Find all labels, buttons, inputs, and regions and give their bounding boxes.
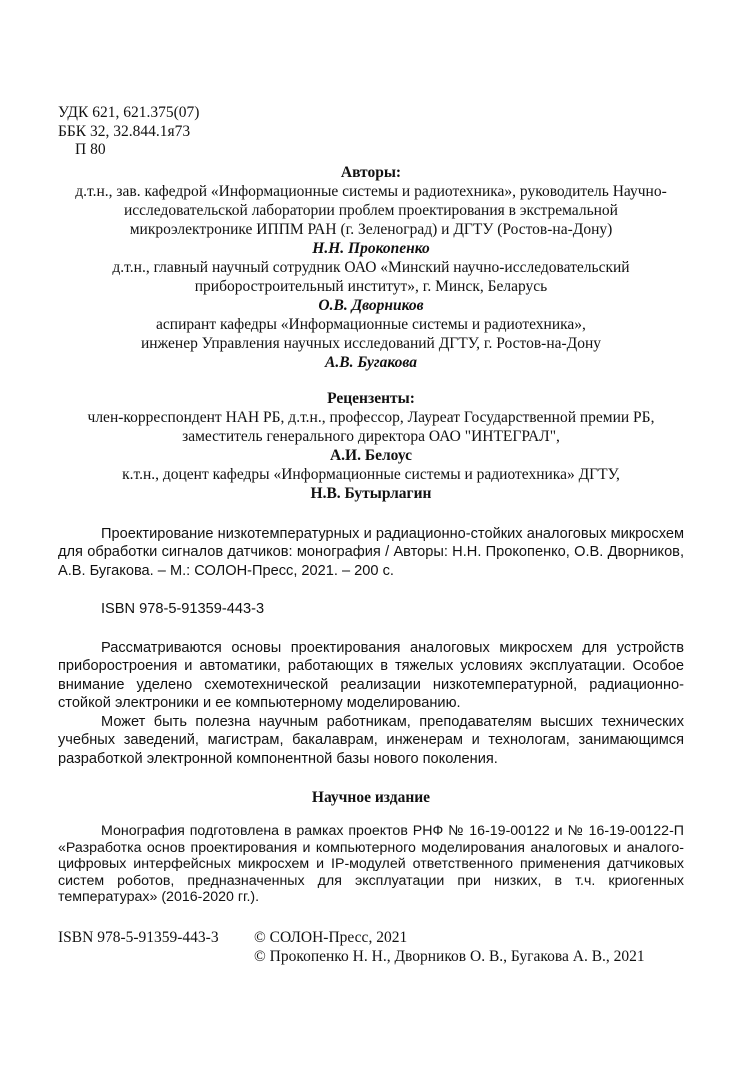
copyright-block [254,928,684,966]
author-name: А.В. Бугакова [325,353,417,371]
copyright-page [58,104,684,966]
isbn-number: ISBN 978-5-91359-443-3 [101,601,265,617]
reviewer-name: А.И. Белоус [329,446,412,464]
reviewers-heading: Рецензенты: [327,389,415,407]
reviewer-description-line: заместитель генерального директора ОАО "ИНТЕГРАЛ", [182,427,560,445]
annotation [58,639,684,769]
authors-heading: Авторы: [340,163,402,181]
author-name: Н.Н. Прокопенко [312,239,430,257]
footer-isbn: ISBN 978-5-91359-443-3 [58,928,219,946]
edition-type-heading: Научное издание [311,789,431,806]
imprint-footer [58,928,684,966]
reviewer-entry [58,465,684,503]
author-entry [58,258,684,315]
authors-copyright: © Прокопенко Н. Н., Дворников О. В., Бугакова А. В., 2021 [254,947,645,965]
author-description-line: инженер Управления научных исследований ДГТУ, г. Ростов-на-Дону [140,334,602,352]
author-description-line: микроэлектронике ИППМ РАН (г. Зеленоград) и ДГТУ (Ростов-на-Дону) [129,220,613,238]
annotation-paragraph: Рассматриваются основы проектирования аналоговых микросхем для устройств приборостроения и автоматики, работающих в тяжелых условиях эксплуатации. Особое внимание уделено схемотехнической реализации низкотемпературной, радиационно-стойкой электроники и ее компьютерному моделированию. [58,639,684,711]
author-name: О.В. Дворников [318,296,424,314]
reviewer-description-line: член-корреспондент НАН РБ, д.т.н., профессор, Лауреат Государственной премии РБ, [87,408,655,426]
reviewers-section [58,389,684,503]
bbk-code: ББК 32, 32.844.1я73 [58,122,191,140]
reviewer-name: Н.В. Бутырлагин [310,484,432,502]
bibliographic-citation: Проектирование низкотемпературных и радиационно-стойких аналоговых микросхем для обработки сигналов датчиков: монография / Авторы: Н.Н. Прокопенко, О.В. Дворников, А.В. Бугакова. – М.: СОЛОН-Пресс, 2021. – 200 с. [58,525,684,579]
author-description-line: д.т.н., зав. кафедрой «Информационные системы и радиотехника», руководитель Научно- [75,182,667,200]
reviewer-entry [58,408,684,465]
author-entry [58,182,684,258]
author-description-line: д.т.н., главный научный сотрудник ОАО «Минский научно-исследовательский [112,258,630,276]
authors-section [58,163,684,372]
author-description-line: аспирант кафедры «Информационные системы и радиотехника», [156,315,586,333]
publisher-copyright: © СОЛОН-Пресс, 2021 [254,928,408,946]
author-mark: П 80 [75,141,106,158]
author-description-line: приборостроительный институт», г. Минск, Беларусь [194,277,548,295]
reviewer-description-line: к.т.н., доцент кафедры «Информационные системы и радиотехника» ДГТУ, [122,465,620,483]
author-description-line: исследовательской лаборатории проблем проектирования в экстремальной [124,201,618,219]
udk-code: УДК 621, 621.375(07) [58,104,200,121]
funding-note: Монография подготовлена в рамках проектов РНФ № 16-19-00122 и № 16-19-00122-П «Разработка основ проектирования и компьютерного моделирования аналоговых и аналого-цифровых интерфейсных микросхем и IP-модулей ответственного применения датчиковых систем роботов, предназначенных для эксплуатации при низких, в т.ч. криогенных температурах» (2016-2020 гг.). [58,823,684,905]
classification-block [58,104,684,160]
author-entry [58,315,684,372]
annotation-paragraph: Может быть полезна научным работникам, преподавателям высших технических учебных заведений, магистрам, бакалаврам, инженерам и технологам, занимающимся разработкой электронной компонентной базы нового поколения. [58,713,684,767]
